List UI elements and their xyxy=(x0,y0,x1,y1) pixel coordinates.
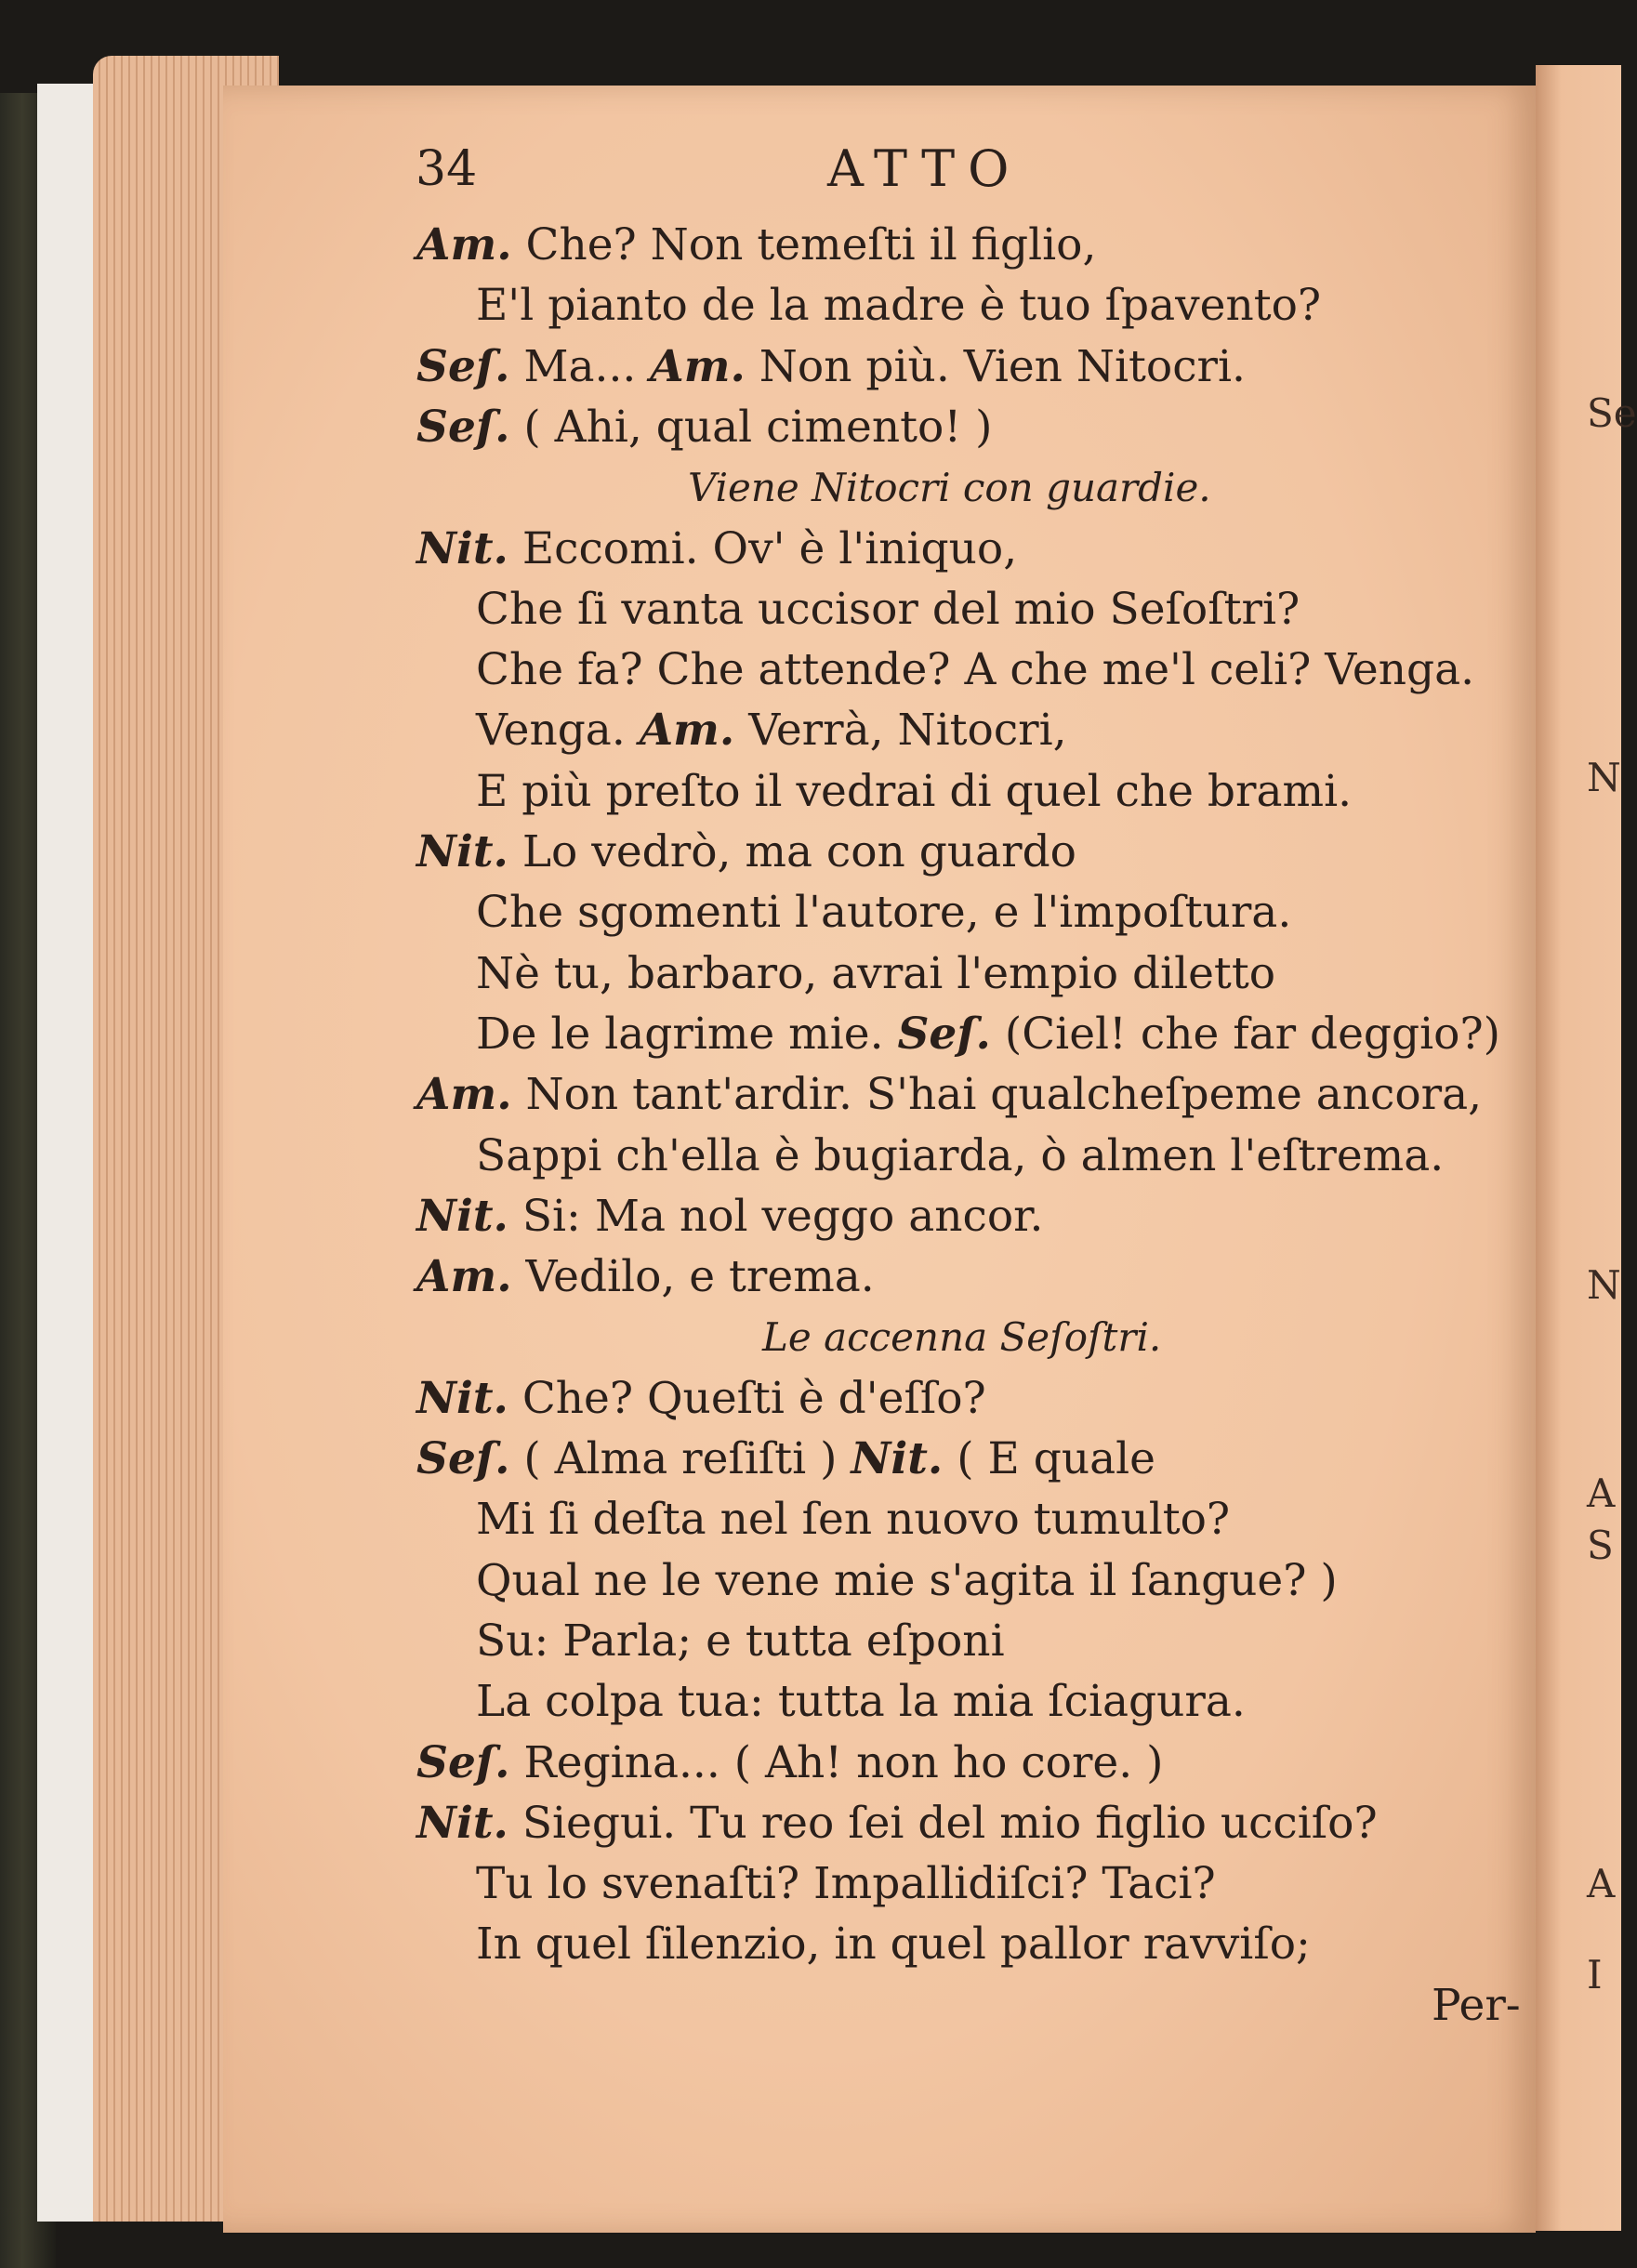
facing-page-fragment: N xyxy=(1587,755,1621,800)
verse-text: In quel ſilenzio, in quel pallor ravviſo; xyxy=(476,1919,1311,1971)
speaker-name: Seſ. xyxy=(416,1736,510,1788)
verse-line xyxy=(476,582,1300,638)
verse-text: Vedilo, e trema. xyxy=(511,1251,875,1303)
verse-text: Che ſi vanta uccisor del mio Seſoſtri? xyxy=(476,583,1300,635)
verse-line xyxy=(476,1856,1216,1912)
verse-line xyxy=(476,1492,1230,1548)
speaker-name: Seſ. xyxy=(416,340,510,392)
verse-line xyxy=(476,946,1275,1002)
verse-text: Non tant'ardir. S'hai qualcheſpeme ancora, xyxy=(511,1069,1483,1121)
verse-text: Che fa? Che attende? A che me'l celi? Venga. xyxy=(476,644,1475,696)
verse-text: Verrà, Nitocri, xyxy=(734,705,1067,757)
verse-text: Che? Non temeſti il figlio, xyxy=(511,219,1097,270)
verse-line xyxy=(476,764,1352,820)
speaker-name: Am. xyxy=(416,1251,512,1303)
verse-line xyxy=(476,885,1291,941)
verse-text: Si: Ma nol veggo ancor. xyxy=(508,1190,1044,1242)
speaker-name: Nit. xyxy=(416,1797,508,1849)
verse-line xyxy=(476,642,1474,698)
facing-page-fragment: S xyxy=(1587,1523,1614,1568)
verse-line xyxy=(416,1431,1155,1487)
facing-page-fragment: A xyxy=(1587,1861,1616,1906)
verse-text: ( Alma reſiſti ) xyxy=(509,1433,852,1484)
speaker-name: Nit. xyxy=(416,1190,508,1242)
verse-line xyxy=(416,1067,1482,1123)
catchword xyxy=(1432,1978,1521,2034)
verse-line xyxy=(416,218,1096,273)
verse-text: Che sgomenti l'autore, e l'impoſtura. xyxy=(476,887,1292,939)
verse-line xyxy=(416,1735,1163,1791)
verse-text: De le lagrime mie. xyxy=(476,1008,898,1060)
facing-page-fragment: A xyxy=(1587,1470,1616,1516)
verse-text: Ma... xyxy=(509,340,651,392)
verse-line xyxy=(476,1674,1246,1730)
verse-text: Viene Nitocri con guardie. xyxy=(688,465,1211,511)
speaker-name: Nit. xyxy=(416,826,508,877)
verse-line xyxy=(476,1614,1005,1669)
verse-line xyxy=(476,703,1067,758)
verse-line xyxy=(416,339,1246,395)
verse-text: La colpa tua: tutta la mia ſciagura. xyxy=(476,1676,1246,1728)
speaker-name: Am. xyxy=(416,1069,512,1121)
verse-line xyxy=(416,1796,1378,1852)
facing-page-fragment: N xyxy=(1587,1262,1621,1308)
verse-line xyxy=(476,1128,1444,1184)
verse-line xyxy=(416,521,1017,577)
speaker-name: Nit. xyxy=(416,1372,508,1424)
speaker-name: Am. xyxy=(639,705,735,757)
speaker-name: Am. xyxy=(650,340,746,392)
verse-text: Per- xyxy=(1432,1979,1521,2031)
speaker-name: Seſ. xyxy=(416,401,510,453)
verse-line xyxy=(416,824,1076,880)
verse-text: Che? Queſti è d'eſſo? xyxy=(508,1372,986,1424)
verse-line xyxy=(416,400,992,455)
verse-text: Su: Parla; e tutta eſponi xyxy=(476,1615,1005,1667)
verse-text: Lo vedrò, ma con guardo xyxy=(508,826,1076,877)
verse-text: Mi ſi deſta nel ſen nuovo tumulto? xyxy=(476,1494,1231,1546)
verse-text: E più preſto il vedrai di quel che brami. xyxy=(476,765,1353,817)
verse-text: Sappi ch'ella è bugiarda, ò almen l'eſtrema. xyxy=(476,1129,1445,1181)
verse-text: Venga. xyxy=(476,705,640,757)
speaker-name: Nit. xyxy=(416,522,508,574)
running-title: ATTO xyxy=(827,139,1023,198)
verse-line xyxy=(416,1371,986,1427)
facing-page-fragment: I xyxy=(1587,1952,1603,1998)
verse-text: Eccomi. Ov' è l'iniquo, xyxy=(508,522,1018,574)
verse-text: Nè tu, barbaro, avrai l'empio diletto xyxy=(476,947,1275,999)
verse-line xyxy=(476,1007,1500,1062)
speaker-name: Am. xyxy=(416,219,512,270)
verse-text: (Ciel! che far deggio?) xyxy=(990,1008,1500,1060)
verse-line xyxy=(476,1917,1311,1972)
verse-line xyxy=(476,1553,1338,1609)
verse-text: Tu lo svenaſti? Impallidiſci? Taci? xyxy=(476,1858,1216,1910)
speaker-name: Seſ. xyxy=(897,1008,991,1060)
stage-direction xyxy=(762,1310,1161,1365)
verse-text: Non più. Vien Nitocri. xyxy=(745,340,1246,392)
speaker-name: Seſ. xyxy=(416,1433,510,1484)
facing-page xyxy=(1536,65,1637,2231)
verse-text: Qual ne le vene mie s'agita il ſangue? ) xyxy=(476,1554,1338,1606)
verse-text: Siegui. Tu reo ſei del mio figlio ucciſo? xyxy=(508,1797,1378,1849)
verse-text: ( Ahi, qual cimento! ) xyxy=(509,401,993,453)
verse-line xyxy=(476,278,1321,334)
verse-text: E'l pianto de la madre è tuo ſpavento? xyxy=(476,280,1322,332)
page-number: 34 xyxy=(416,141,478,197)
verse-line xyxy=(416,1249,875,1305)
stage-direction xyxy=(688,460,1211,516)
verse-text: Regina... ( Ah! non ho core. ) xyxy=(509,1736,1164,1788)
facing-page-fragment: Se xyxy=(1587,390,1637,436)
verse-text: ( E quale xyxy=(943,1433,1155,1484)
speaker-name: Nit. xyxy=(851,1433,944,1484)
verse-line xyxy=(416,1189,1043,1245)
verse-text: Le accenna Seſoſtri. xyxy=(762,1314,1162,1361)
